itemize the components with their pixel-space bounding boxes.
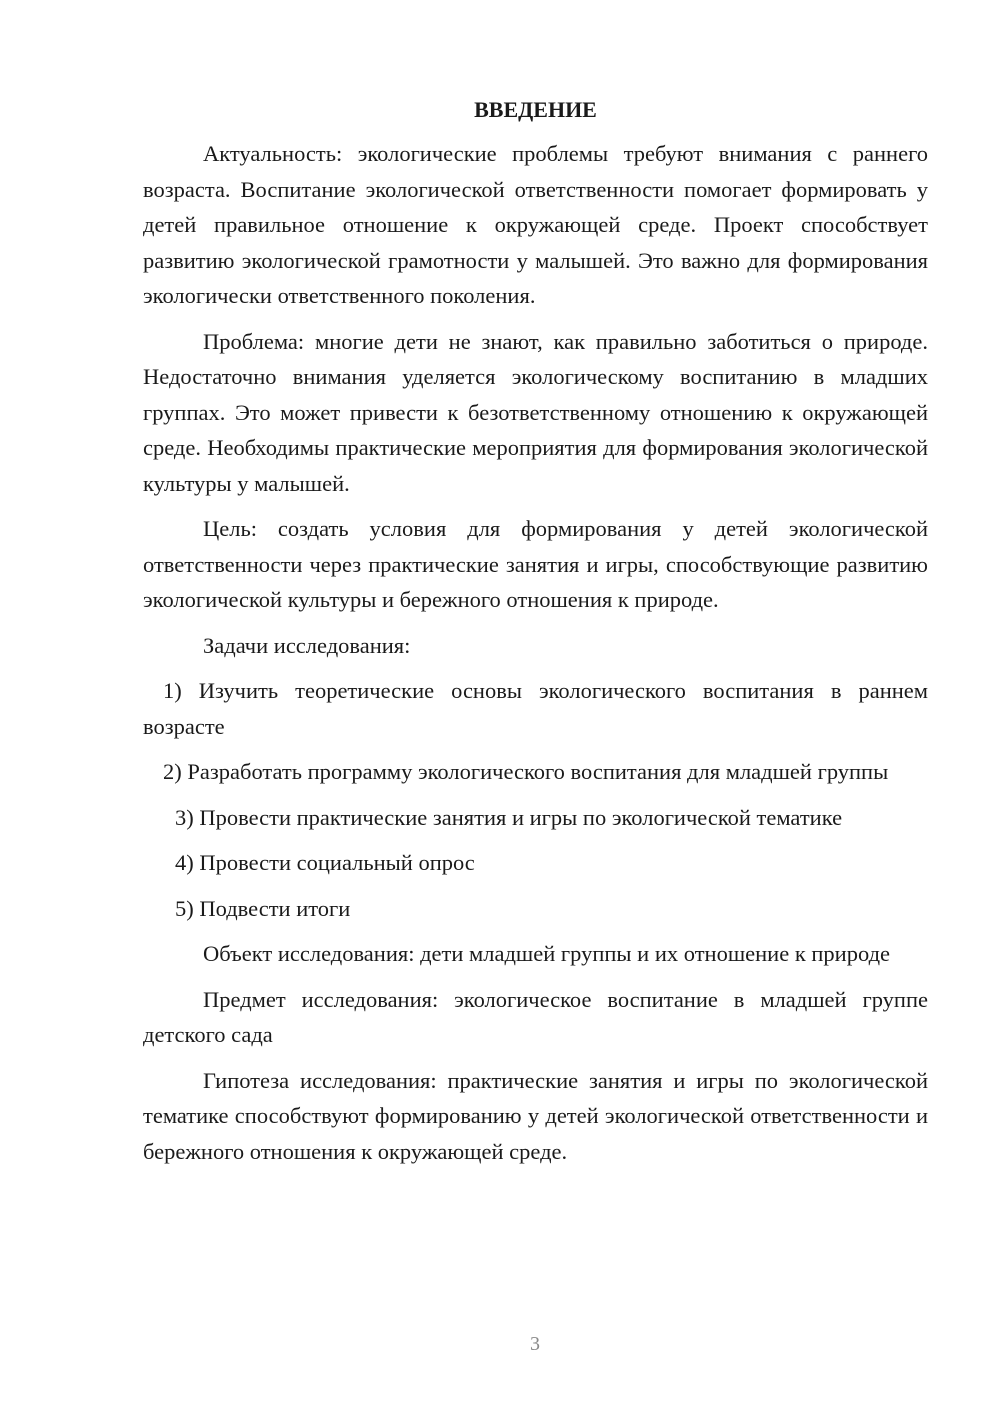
paragraph-goal: Цель: создать условия для формирования у детей экологической ответственности через практические занятия и игры, способствующие развитию экологической культуры и бережного отношения к природе.	[143, 516, 928, 612]
page-number: 3	[530, 1333, 540, 1355]
task-item-1: 1) Изучить теоретические основы экологического воспитания в раннем возрасте	[143, 678, 928, 739]
task-item-3: 3) Провести практические занятия и игры по экологической тематике	[175, 804, 843, 830]
task-item-4: 4) Провести социальный опрос	[175, 850, 475, 875]
page-title: ВВЕДЕНИЕ	[474, 97, 597, 122]
paragraph-subject: Предмет исследования: экологическое воспитание в младшей группе детского сада	[143, 986, 928, 1047]
paragraph-hypothesis: Гипотеза исследования: практические занятия и игры по экологической тематике способствуют формированию у детей экологической ответственности и бережного отношения к окружающей среде.	[143, 1067, 928, 1164]
tasks-heading: Задачи исследования:	[203, 632, 411, 658]
page-content	[143, 92, 928, 1179]
paragraph-object: Объект исследования: дети младшей группы и их отношение к природе	[203, 941, 891, 966]
paragraph-problem: Проблема: многие дети не знают, как правильно заботиться о природе. Недостаточно внимания уделяется экологическому воспитанию в младших группах. Это может привести к безответственному отношению к окружающей среде. Необходимы практические мероприятия для формирования экологической культуры у малышей.	[143, 328, 928, 496]
task-item-2: 2) Разработать программу экологического воспитания для младшей группы	[163, 759, 889, 784]
task-item-5: 5) Подвести итоги	[175, 895, 351, 921]
paragraph-relevance: Актуальность: экологические проблемы требуют внимания с раннего возраста. Воспитание экологической ответственности помогает формировать у детей правильное отношение к окружающей среде. Проект способствует развитию экологической грамотности у малышей. Это важно для формирования экологически ответственного поколения.	[143, 141, 928, 308]
